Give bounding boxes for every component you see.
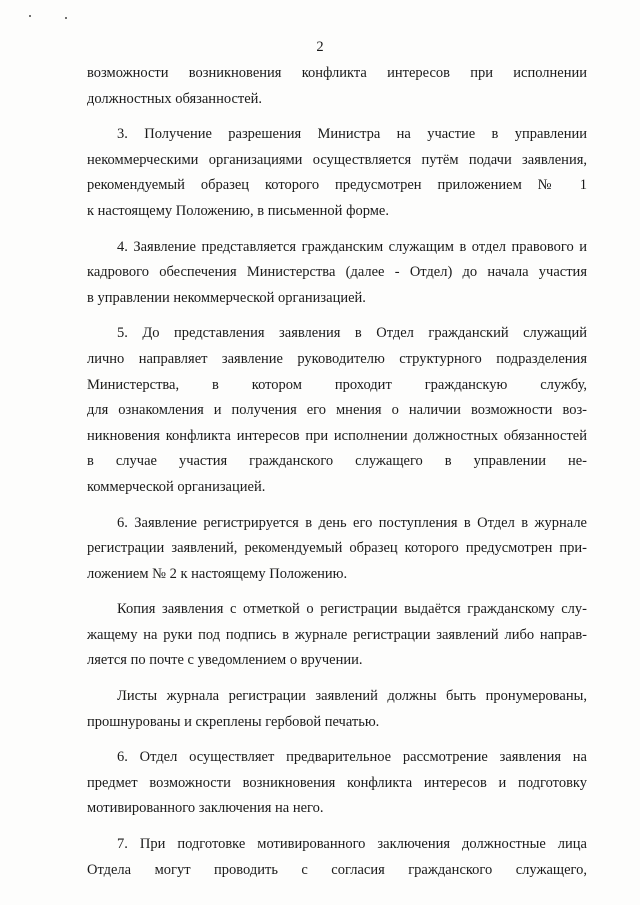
- text-line: для ознакомления и получения его мнения о наличии возможности воз-: [87, 402, 587, 419]
- text-line: жащему на руки под подпись в журнале регистрации заявлений либо направ-: [87, 626, 587, 643]
- text-line: никновения конфликта интересов при исполнении должностных обязанностей: [87, 427, 587, 444]
- text-line: Министерства, в котором проходит гражданскую службу,: [87, 376, 587, 393]
- text-line: 6. Отдел осуществляет предварительное рассмотрение заявления на: [117, 749, 587, 766]
- page-number: 2: [316, 39, 324, 55]
- text-line: Отдела могут проводить с согласия гражданского служащего,: [87, 861, 587, 878]
- paragraph: [87, 745, 587, 822]
- text-line: 3. Получение разрешения Министра на участие в управлении: [117, 126, 587, 143]
- paragraph: [87, 321, 587, 500]
- text-line: лично направляет заявление руководителю структурного подразделения: [87, 350, 587, 367]
- text-line: ляется по почте с уведомлением о вручении.: [87, 652, 363, 669]
- paragraph: [87, 122, 587, 224]
- paragraph: [87, 597, 587, 674]
- paragraph: [87, 832, 587, 883]
- text-line: кадрового обеспечения Министерства (далее - Отдел) до начала участия: [87, 264, 587, 281]
- scan-speck: [65, 17, 67, 19]
- text-line: рекомендуемый образец которого предусмотрен приложением № 1: [87, 177, 587, 194]
- text-line: возможности возникновения конфликта интересов при исполнении: [87, 65, 587, 81]
- text-line: Листы журнала регистрации заявлений должны быть пронумерованы,: [117, 688, 587, 705]
- text-line: прошнурованы и скреплены гербовой печатью.: [87, 713, 380, 730]
- text-line: 4. Заявление представляется гражданским служащим в отдел правового и: [117, 238, 587, 255]
- document-body: [87, 61, 587, 893]
- text-line: в случае участия гражданского служащего в управлении не-: [87, 453, 587, 470]
- paragraph: [87, 684, 587, 735]
- text-line: 6. Заявление регистрируется в день его поступления в Отдел в журнале: [117, 514, 587, 531]
- text-line: 7. При подготовке мотивированного заключения должностные лица: [117, 836, 587, 853]
- text-line: коммерческой организацией.: [87, 478, 266, 495]
- text-line: Копия заявления с отметкой о регистрации выдаётся гражданскому слу-: [117, 601, 587, 618]
- text-line: ложением № 2 к настоящему Положению.: [87, 565, 348, 582]
- text-line: предмет возможности возникновения конфликта интересов и подготовку: [87, 774, 587, 791]
- text-line: регистрации заявлений, рекомендуемый образец которого предусмотрен при-: [87, 540, 587, 557]
- text-line: некоммерческими организациями осуществляется путём подачи заявления,: [87, 151, 587, 168]
- text-line: в управлении некоммерческой организацией.: [87, 289, 366, 306]
- paragraph: [87, 511, 587, 588]
- scan-speck: [29, 15, 31, 17]
- text-line: должностных обязанностей.: [87, 90, 263, 107]
- paragraph: [87, 61, 587, 112]
- paragraph: [87, 235, 587, 312]
- text-line: мотивированного заключения на него.: [87, 800, 324, 817]
- text-line: к настоящему Положению, в письменной форме.: [87, 202, 389, 219]
- text-line: 5. До представления заявления в Отдел гражданский служащий: [117, 325, 587, 342]
